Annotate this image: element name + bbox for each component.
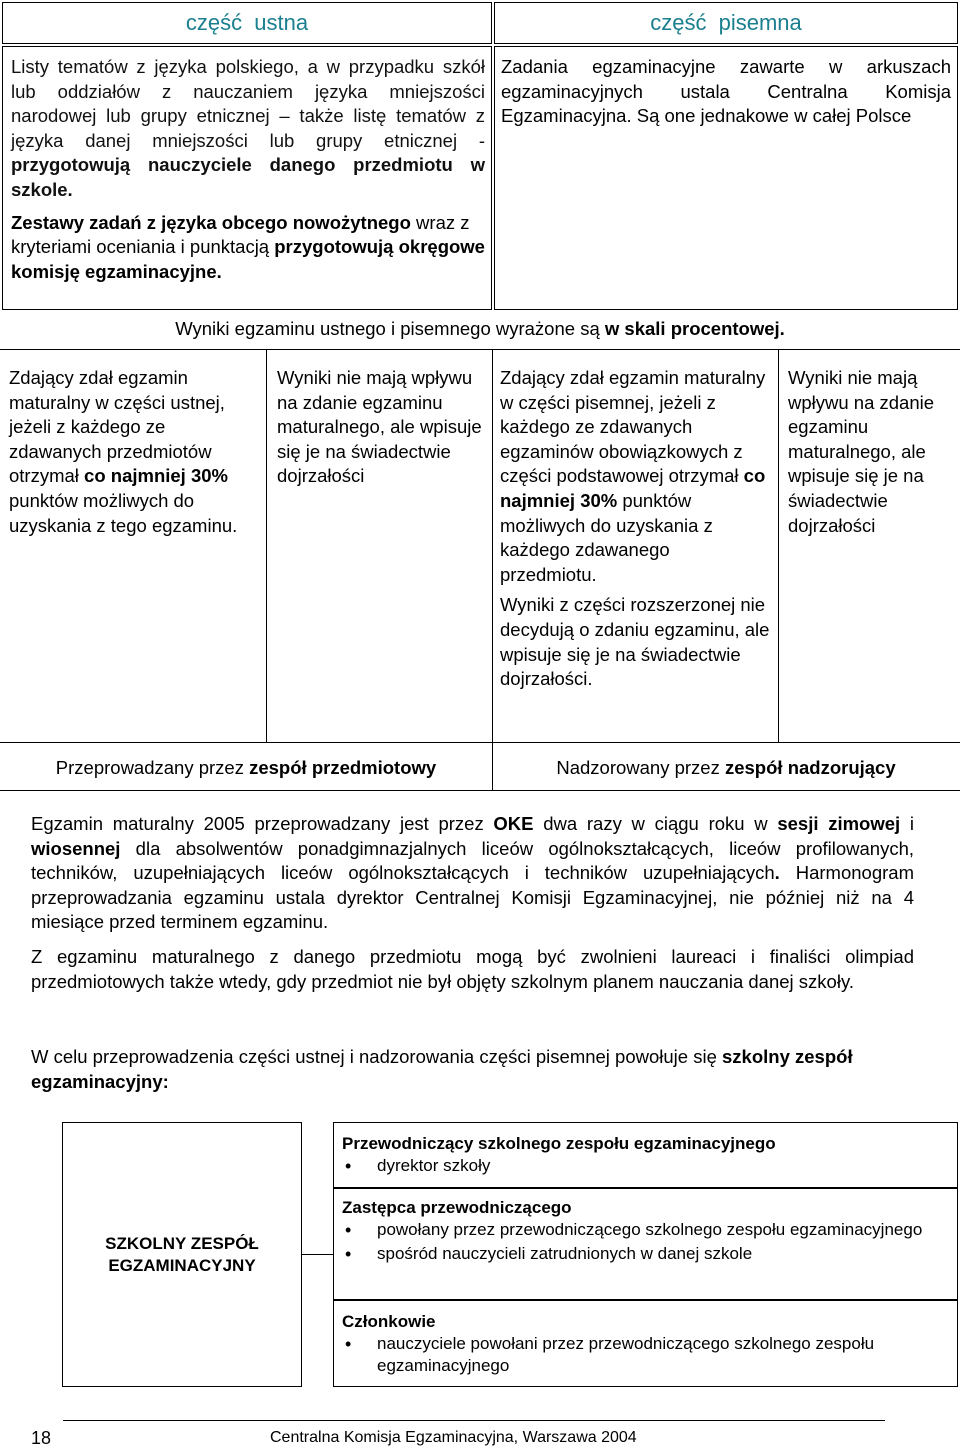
bold-text-run: zespół nadzorujący [724, 757, 896, 778]
ustna-description-cell [2, 46, 492, 310]
text-run: Zdający zdał egzamin maturalny w części pisemnej, jeżeli z każdego ze zdawanych egzaminów obowiązkowych z części podstawowej otrzymał [500, 367, 766, 487]
text-run: punktów możliwych do uzyskania z tego egzaminu. [9, 489, 238, 536]
pisemna-description-cell [494, 46, 958, 310]
pisemna-para1: Zadania egzaminacyjne zawarte w arkuszach egzaminacyjnych ustala Centralna Komisja Egzaminacyjna. Są one jednakowe w całej Polsce [501, 56, 951, 127]
connector-horizontal [302, 1254, 333, 1255]
text-run: dla absolwentów ponadgimnazjalnych liceów ogólnokształcących, liceów profilowanych, techników, uzupełniających liceów ogólnokształcących i techników uzupełniających [31, 837, 914, 884]
body-paragraph-1 [31, 812, 914, 935]
pisemna-results-note: Wyniki nie mają wpływu na zdanie egzaminu maturalnego, ale wpisuje się je na świadectwie dojrzałości [788, 367, 935, 536]
team-deputy-item: • powołany przez przewodniczącego szkolnego zespołu egzaminacyjnego [342, 1219, 949, 1241]
body-paragraph-2: Z egzaminu maturalnego z danego przedmiotu mogą być zwolnieni laureaci i finaliści olimpiad przedmiotowych także wtedy, gdy przedmiot nie był objęty szkolnym planem nauczania danej szkoły. [31, 946, 914, 992]
ustna-header: część ustna [185, 10, 309, 35]
text-run: Zdający zdał egzamin maturalny w części ustnej, jeżeli z każdego ze zdawanych przedmiotów otrzymał [9, 367, 225, 487]
team-deputy-box [333, 1188, 958, 1300]
footer-rule [63, 1420, 885, 1421]
bold-text-run: co najmniej 30% [500, 465, 766, 511]
team-members-item: • nauczyciele powołani przez przewodniczącego szkolnego zespołu egzaminacyjnego [342, 1333, 949, 1377]
text-run: i [900, 813, 914, 834]
team-deputy-item: • spośród nauczycieli zatrudnionych w danej szkole [342, 1243, 949, 1265]
team-members-box [333, 1300, 958, 1387]
body-paragraph-3 [31, 1045, 914, 1094]
team-deputy-title: Zastępca przewodniczącego [342, 1198, 572, 1217]
pisemna-header-cell [494, 2, 958, 44]
ustna-para2 [11, 211, 485, 285]
text-run: W celu przeprowadzenia części ustnej i nadzorowania części pisemnej powołuje się [31, 1046, 723, 1067]
pisemna-pass-text [500, 366, 770, 587]
ustna-para1 [11, 55, 485, 203]
grid-divider-2 [492, 349, 493, 791]
ustna-results-note: Wyniki nie mają wpływu na zdanie egzaminu maturalnego, ale wpisuje się je na świadectwie dojrzałości [277, 367, 482, 487]
bold-text-run: OKE [493, 813, 534, 834]
team-chair-item: • dyrektor szkoły [342, 1155, 949, 1177]
pisemna-extended-note: Wyniki z części rozszerzonej nie decydują o zdaniu egzaminu, ale wpisuje się je na świadectwie dojrzałości. [500, 594, 770, 690]
text-run: Harmonogram przeprowadzania egzaminu ustala dyrektor Centralnej Komisji Egzaminacyjnej, nie później niż na 4 miesiące przed terminem egzaminu. [31, 862, 914, 933]
bold-text-run: co najmniej 30% [84, 465, 228, 487]
team-chair-title: Przewodniczący szkolnego zespołu egzaminacyjnego [342, 1134, 776, 1153]
bold-text-run: . [774, 862, 780, 884]
text-run: dwa razy w ciągu roku w [533, 813, 778, 834]
ustna-conducted-by [0, 756, 492, 781]
results-scale-note [0, 317, 960, 342]
text-run: wraz z kryteriami oceniania i punktacją [11, 211, 470, 258]
bold-text-run: Zestawy zadań z języka obcego nowożytnego [11, 211, 411, 233]
text-run: Egzamin maturalny 2005 przeprowadzany jest przez [31, 813, 494, 834]
ustna-header-cell [2, 2, 492, 44]
school-team-label: SZKOLNY ZESPÓŁ EGZAMINACYJNY [105, 1233, 259, 1275]
text-run: Nadzorowany przez [556, 757, 725, 778]
bold-text-run: sesji zimowej [777, 813, 901, 834]
text-run: Wyniki egzaminu ustnego i pisemnego wyrażone są [175, 318, 605, 339]
page-number: 18 [31, 1428, 52, 1448]
footer-text: Centralna Komisja Egzaminacyjna, Warszawa 2004 [270, 1429, 637, 1446]
text-run: Listy tematów z języka polskiego, a w przypadku szkół lub oddziałów z nauczaniem języka mniejszości narodowej lub grupy etnicznej – także listę tematów z języka danej mniejszości lub grupy etnicznej - [11, 56, 485, 151]
school-team-box [62, 1122, 302, 1387]
text-run: punktów możliwych do uzyskania z każdego zdawanego przedmiotu. [500, 489, 713, 585]
bold-text-run: zespół przedmiotowy [249, 757, 437, 778]
bold-text-run: przygotowują nauczyciele danego przedmiotu w szkole. [11, 154, 485, 200]
bold-text-run: w skali procentowej. [604, 318, 785, 339]
bold-text-run: szkolny zespół egzaminacyjny: [31, 1046, 853, 1092]
team-chair-box [333, 1122, 958, 1188]
pisemna-supervised-by [492, 756, 960, 781]
pisemna-pass-criteria [500, 366, 770, 692]
bold-text-run: przygotowują okręgowe komisję egzaminacyjne. [11, 236, 485, 282]
pisemna-header: część pisemna [650, 10, 802, 35]
team-members-title: Członkowie [342, 1312, 436, 1331]
ustna-pass-criteria [9, 366, 261, 538]
grid-divider-row [0, 742, 960, 743]
grid-divider-1 [266, 349, 267, 742]
grid-divider-3 [778, 349, 779, 742]
text-run: Przeprowadzany przez [55, 757, 250, 778]
bold-text-run: wiosennej [31, 837, 121, 859]
